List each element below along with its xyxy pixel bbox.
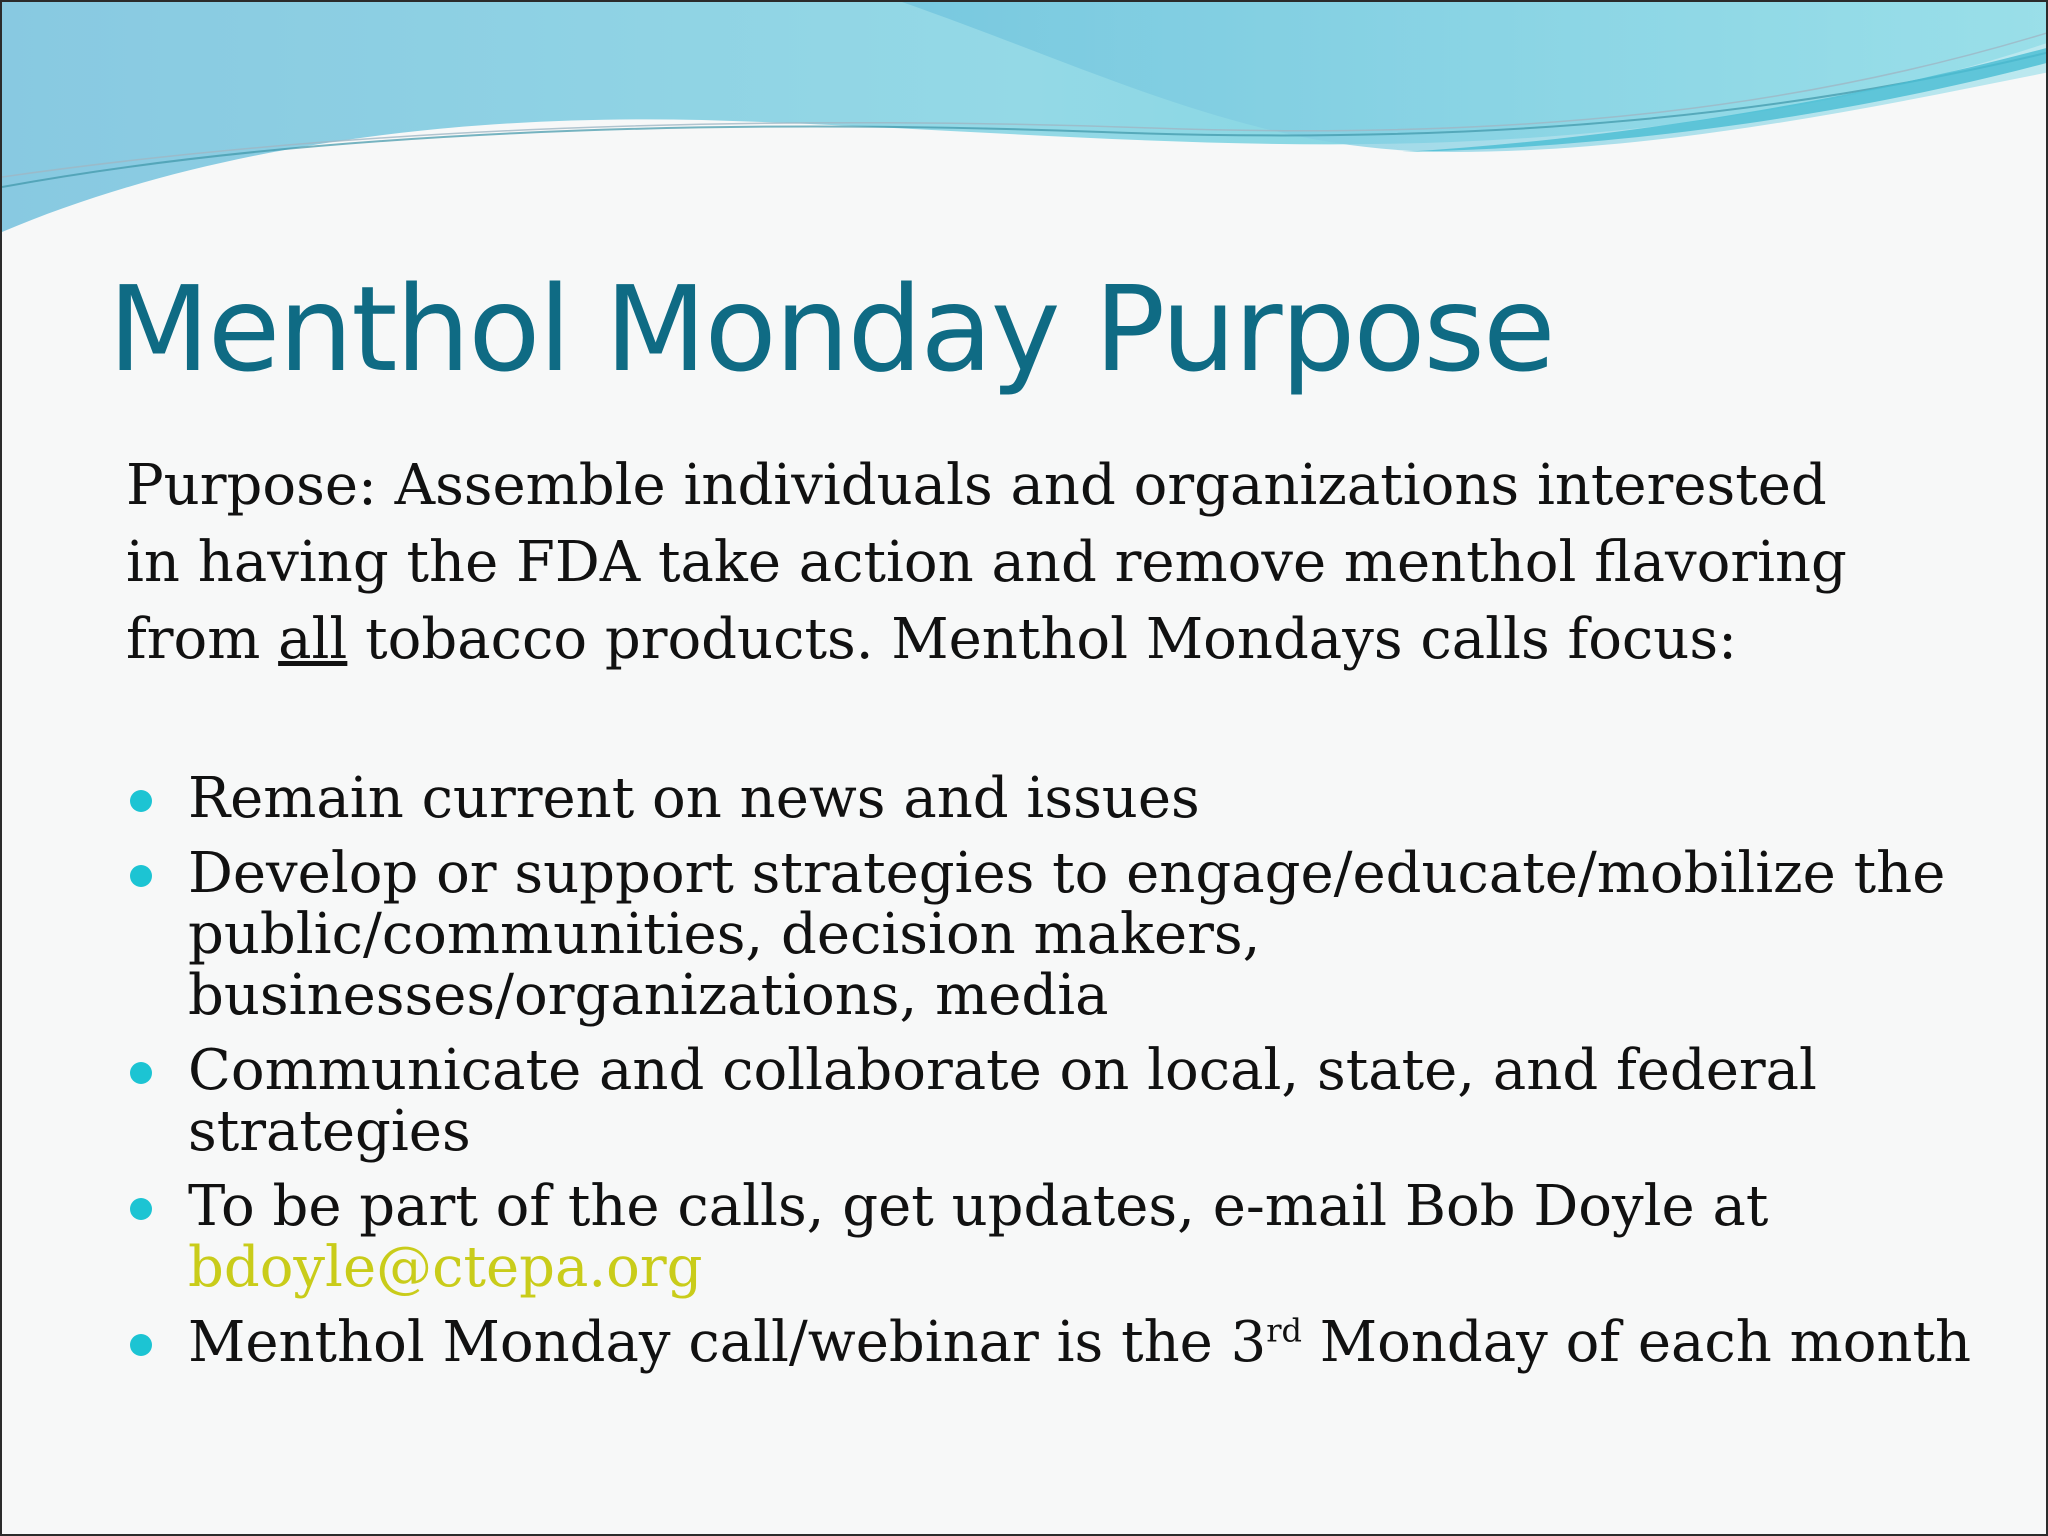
bullet-text: Remain current on news and issues <box>188 766 1200 831</box>
bullet-text: businesses/organizations, media <box>188 963 1109 1028</box>
wave-header-decoration <box>2 2 2048 242</box>
bullet-text: Develop or support strategies to engage/educate/mobilize the <box>188 841 1946 906</box>
bullet-text-part: Menthol Monday call/webinar is the 3 <box>188 1310 1267 1375</box>
bullet-text-part: Monday of each month <box>1302 1310 1972 1375</box>
list-item <box>126 1040 1986 1162</box>
underlined-word: all <box>278 607 348 672</box>
bullet-text: To be part of the calls, get updates, e-mail Bob Doyle at <box>188 1174 1769 1239</box>
ordinal-suffix: rd <box>1266 1311 1302 1350</box>
intro-line: Purpose: Assemble individuals and organizations interested <box>126 453 1827 518</box>
intro-text: from <box>126 607 279 672</box>
slide-title: Menthol Monday Purpose <box>108 260 1554 398</box>
bullet-dot-icon <box>130 1334 152 1356</box>
bullet-text <box>188 1312 1986 1373</box>
bullet-dot-icon <box>130 790 152 812</box>
intro-line: in having the FDA take action and remove menthol flavoring <box>126 530 1847 595</box>
bullet-dot-icon <box>130 1198 152 1220</box>
bullet-text: public/communities, decision makers, <box>188 902 1261 967</box>
list-item <box>126 1312 1986 1373</box>
intro-line <box>126 601 1986 678</box>
list-item <box>126 1176 1986 1298</box>
bullet-dot-icon <box>130 865 152 887</box>
list-item <box>126 843 1986 1026</box>
bullet-text: strategies <box>188 1099 471 1164</box>
intro-text: tobacco products. Menthol Mondays calls focus: <box>347 607 1737 672</box>
slide-body <box>126 447 1986 1387</box>
intro-paragraph <box>126 447 1986 678</box>
bullet-text: Communicate and collaborate on local, state, and federal <box>188 1038 1817 1103</box>
bullet-dot-icon <box>130 1062 152 1084</box>
list-item <box>126 768 1986 829</box>
bullet-list <box>126 768 1986 1373</box>
email-link[interactable]: bdoyle@ctepa.org <box>188 1235 703 1300</box>
